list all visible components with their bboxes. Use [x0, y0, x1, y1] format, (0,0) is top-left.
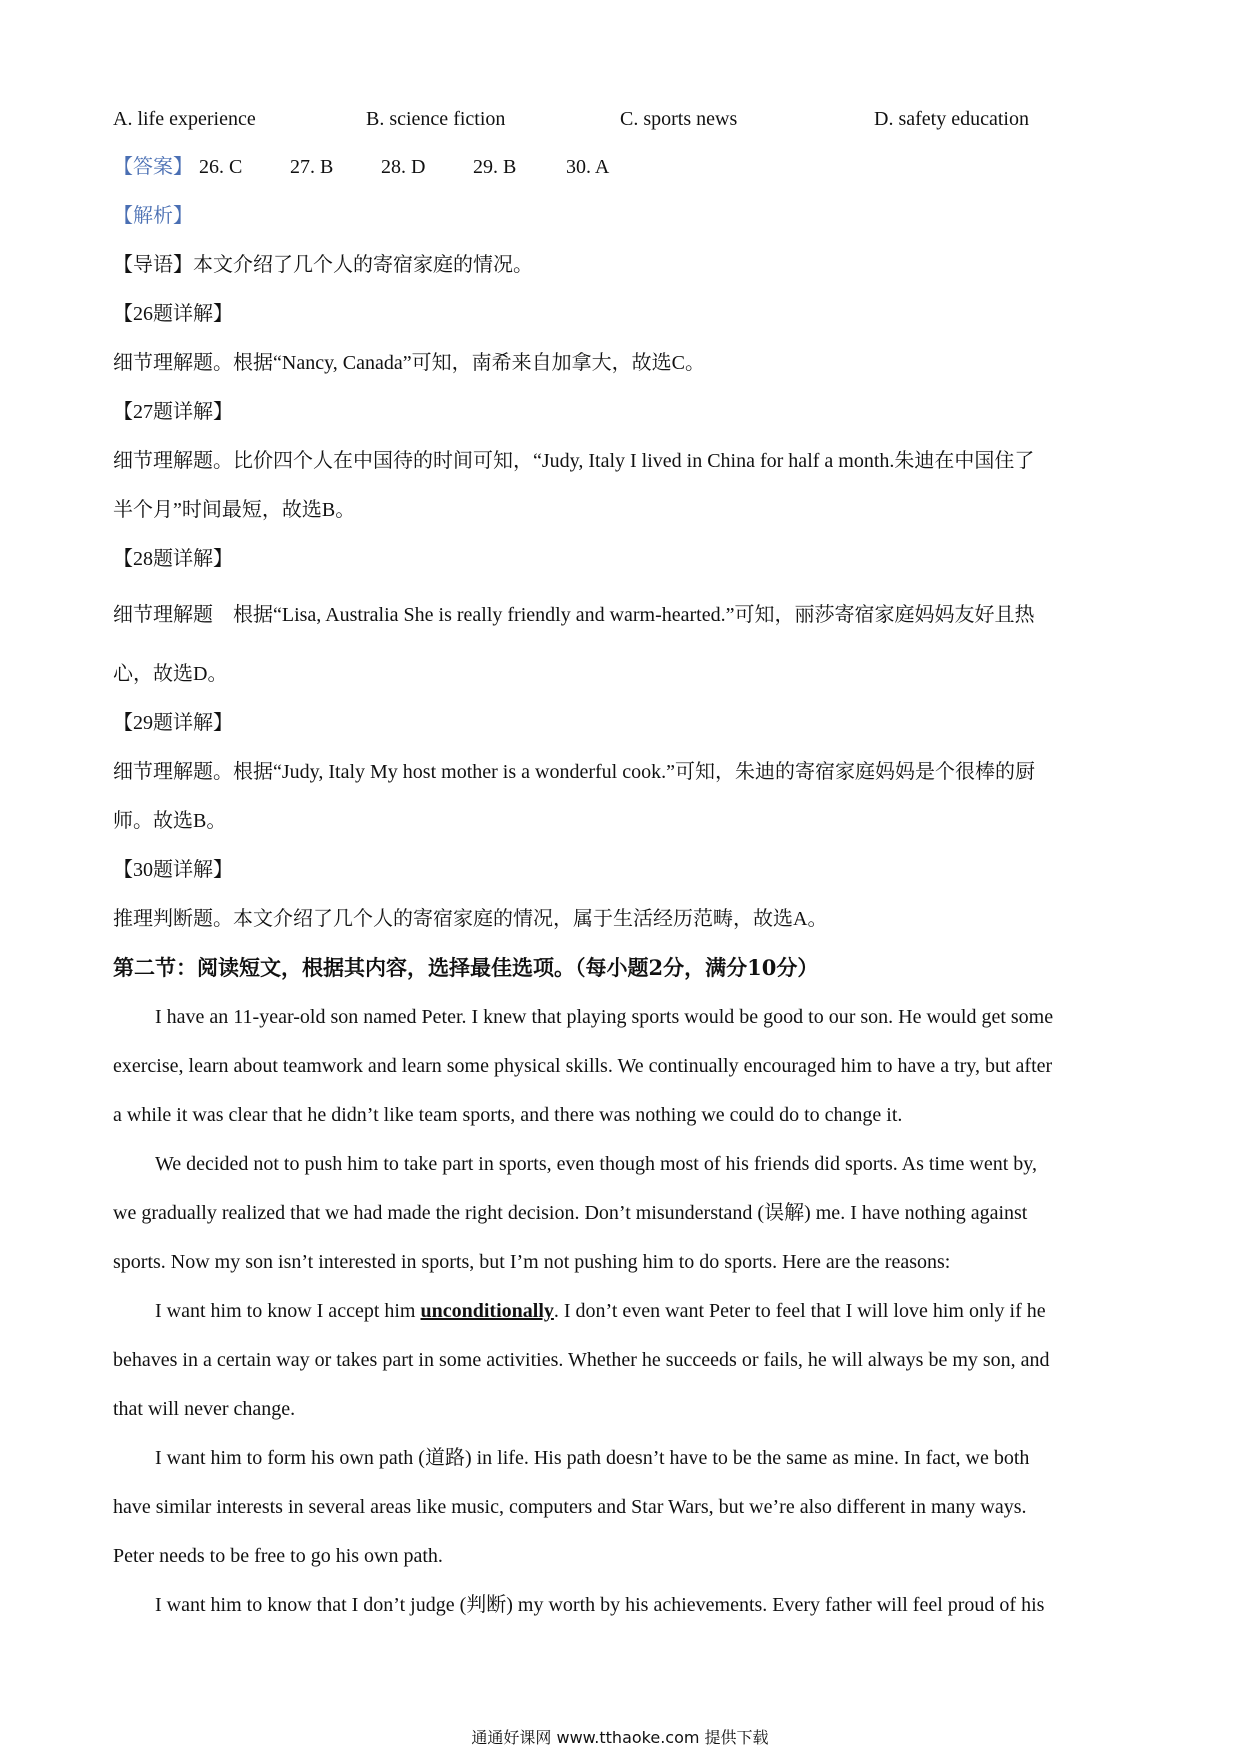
- answer-item: 28. D: [381, 156, 426, 178]
- page-footer: 通通好课网 www.tthaoke.com 提供下载: [471, 1728, 769, 1747]
- q29-heading: 【29题详解】: [113, 712, 233, 734]
- passage-line: have similar interests in several areas like music, computers and Star Wars, but we’re also different in many ways.: [113, 1496, 1027, 1518]
- q28-explanation-line: 心，故选D。: [113, 663, 228, 685]
- passage-line: Peter needs to be free to go his own path.: [113, 1545, 443, 1567]
- passage-line: that will never change.: [113, 1398, 296, 1420]
- passage-line: exercise, learn about teamwork and learn some physical skills. We continually encouraged him to have a try, but after: [113, 1055, 1053, 1077]
- passage-line: behaves in a certain way or takes part in some activities. Whether he succeeds or fails, he will always be my son, and: [113, 1349, 1050, 1371]
- underlined-word: unconditionally: [420, 1300, 554, 1322]
- passage-line: I have an 11-year-old son named Peter. I knew that playing sports would be good to our son. He would get some: [155, 1006, 1054, 1028]
- daoyu-intro: 【导语】本文介绍了几个人的寄宿家庭的情况。: [113, 254, 533, 276]
- q30-explanation: 推理判断题。本文介绍了几个人的寄宿家庭的情况，属于生活经历范畴，故选A。: [113, 908, 828, 930]
- passage-line: [155, 1296, 1133, 1326]
- q29-explanation-line: 细节理解题。根据“Judy, Italy My host mother is a wonderful cook.”可知，朱迪的寄宿家庭妈妈是个很棒的厨: [113, 761, 1035, 783]
- q29-explanation-line: 师。故选B。: [113, 810, 227, 832]
- q27-explanation-line: 半个月”时间最短，故选B。: [113, 499, 356, 521]
- option-d: D. safety education: [874, 108, 1029, 130]
- analysis-tag: 【解析】: [113, 205, 193, 227]
- q28-heading: 【28题详解】: [113, 548, 233, 570]
- q28-explanation-line: 细节理解题 根据“Lisa, Australia She is really friendly and warm-hearted.”可知，丽莎寄宿家庭妈妈友好且热: [113, 604, 1035, 626]
- answer-item: 29. B: [473, 156, 517, 178]
- passage-text: I want him to know I accept him: [155, 1300, 421, 1322]
- section-heading: 第二节：阅读短文，根据其内容，选择最佳选项。（每小题2分，满分10分）: [113, 955, 819, 980]
- q30-heading: 【30题详解】: [113, 859, 233, 881]
- passage-line: sports. Now my son isn’t interested in sports, but I’m not pushing him to do sports. Here are the reasons:: [113, 1251, 951, 1273]
- passage-line: a while it was clear that he didn’t like team sports, and there was nothing we could do to change it.: [113, 1104, 903, 1126]
- passage-line: I want him to form his own path (道路) in life. His path doesn’t have to be the same as mine. In fact, we both: [155, 1447, 1030, 1469]
- option-c: C. sports news: [620, 108, 738, 130]
- answer-item: 27. B: [290, 156, 334, 178]
- passage-line: We decided not to push him to take part in sports, even though most of his friends did sports. As time went by,: [155, 1153, 1037, 1175]
- option-a: A. life experience: [113, 108, 256, 130]
- q27-heading: 【27题详解】: [113, 401, 233, 423]
- q26-heading: 【26题详解】: [113, 303, 233, 325]
- answer-tag: 【答案】: [113, 156, 193, 178]
- q27-explanation-line: 细节理解题。比价四个人在中国待的时间可知，“Judy, Italy I lived in China for half a month.朱迪在中国住了: [113, 450, 1035, 472]
- passage-text: . I don’t even want Peter to feel that I will love him only if he: [553, 1300, 1046, 1322]
- answer-item: 26. C: [199, 156, 243, 178]
- q26-explanation: 细节理解题。根据“Nancy, Canada”可知，南希来自加拿大，故选C。: [113, 352, 705, 374]
- passage-line: we gradually realized that we had made the right decision. Don’t misunderstand (误解) me. I have nothing against: [113, 1202, 1028, 1224]
- answer-item: 30. A: [566, 156, 610, 178]
- passage-line: I want him to know that I don’t judge (判断) my worth by his achievements. Every father will feel proud of his: [155, 1594, 1045, 1616]
- option-b: B. science fiction: [366, 108, 506, 130]
